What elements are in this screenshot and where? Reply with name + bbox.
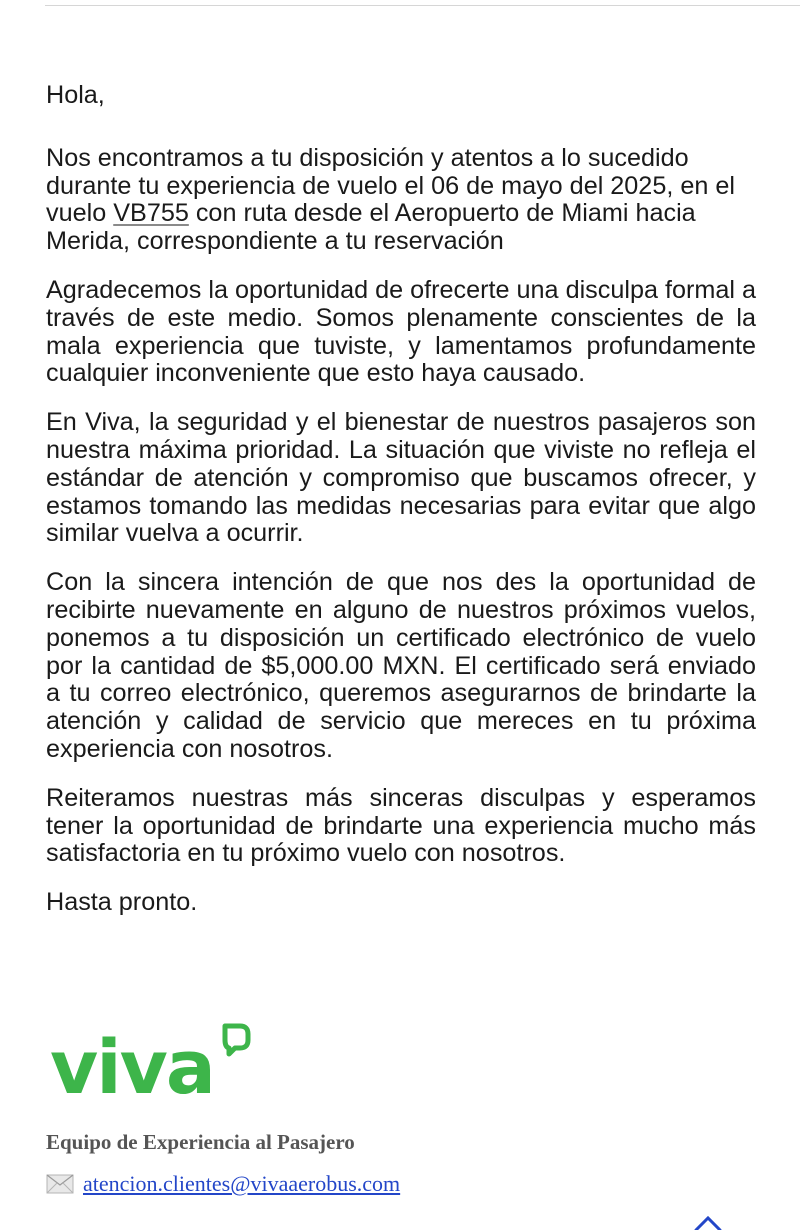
- greeting: Hola,: [46, 81, 105, 109]
- flight-details-text-end: con ruta desde el Aeropuerto de Miami hacia Merida, correspondiente a tu reservación: [46, 199, 696, 256]
- email-body: [46, 82, 756, 917]
- signature-contact: [46, 1171, 400, 1197]
- envelope-icon: [46, 1174, 74, 1194]
- top-divider: [45, 5, 800, 6]
- flight-number-link[interactable]: VB755: [113, 199, 189, 228]
- paragraph-apology: Agradecemos la oportunidad de ofrecerte una disculpa formal a través de este medio. Somos plenamente conscientes de la mala experiencia que tuviste, y lamentamos profundamente cualquier inconveniente que esto haya causado.: [46, 275, 756, 388]
- arrow-icon: [690, 1212, 726, 1230]
- paragraph-closing-apology: Reiteramos nuestras más sinceras disculpas y esperamos tener la oportunidad de brindarte una experiencia mucho más satisfactoria en tu próximo vuelo con nosotros.: [46, 783, 756, 868]
- paragraph-certificate: Con la sincera intención de que nos des la oportunidad de recibirte nuevamente en alguno de nuestros próximos vuelos, ponemos a tu disposición un certificado electrónico de vuelo por la cantidad de $5,000.00 MXN. El certificado será enviado a tu correo electrónico, queremos asegurarnos de brindarte la atención y calidad de servicio que mereces en tu próxima experiencia con nosotros.: [46, 568, 756, 763]
- paragraph-safety: En Viva, la seguridad y el bienestar de nuestros pasajeros son nuestra máxima prioridad. La situación que viviste no refleja el estándar de atención y compromiso que buscamos ofrecer, y estamos tomando las medidas necesarias para evitar que algo similar vuelva a ocurrir.: [46, 408, 756, 548]
- signature-team-name: Equipo de Experiencia al Pasajero: [46, 1130, 355, 1154]
- contact-email-link[interactable]: atencion.clientes@vivaaerobus.com: [83, 1171, 401, 1196]
- paragraph-flight-details: [46, 145, 756, 256]
- viva-logo: [50, 1018, 260, 1103]
- flight-details-text-start: Nos encontramos a tu disposición y atentos a lo sucedido durante tu experiencia de vuelo el 06 de mayo del 2025, en el vuelo: [46, 143, 735, 228]
- svg-text:viva: viva: [50, 1025, 214, 1103]
- sign-off: Hasta pronto.: [46, 888, 198, 917]
